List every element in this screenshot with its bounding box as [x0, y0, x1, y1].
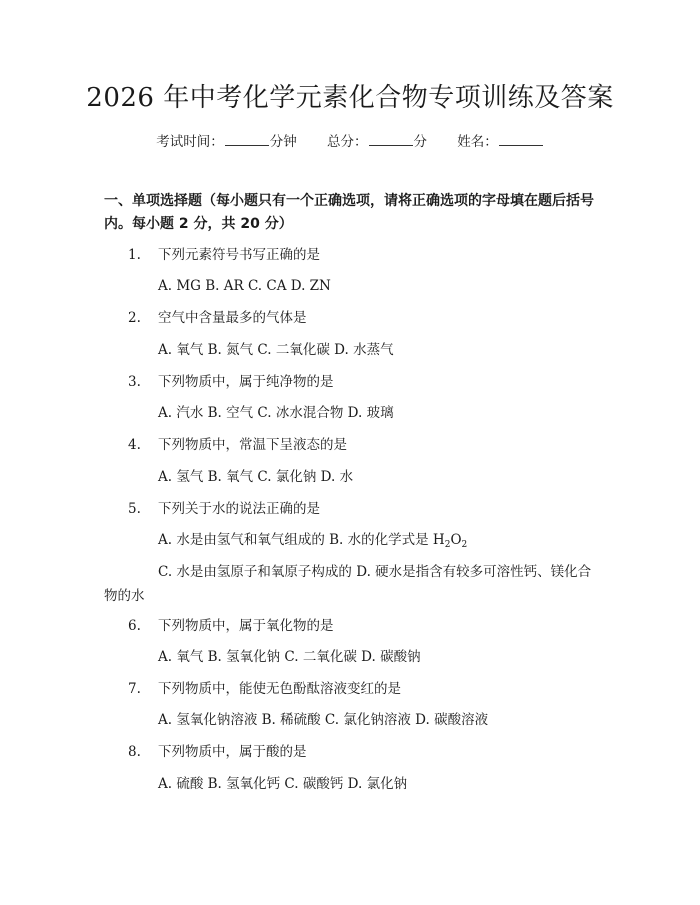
question-4: 4. 下列物质中，常温下呈液态的是 — [128, 437, 347, 453]
options-8: A. 硫酸 B. 氢氧化钙 C. 碳酸钙 D. 氯化钠 — [158, 776, 408, 792]
options-1: A. MG B. AR C. CA D. ZN — [158, 278, 331, 294]
options-2: A. 氧气 B. 氮气 C. 二氧化碳 D. 水蒸气 — [158, 342, 394, 358]
exam-score: 总分： 分 — [327, 134, 427, 150]
exam-name: 姓名： — [457, 134, 544, 150]
question-8: 8. 下列物质中，属于酸的是 — [128, 744, 307, 760]
question-7: 7. 下列物质中，能使无色酚酞溶液变红的是 — [128, 681, 401, 697]
exam-meta — [0, 131, 700, 152]
options-5-cd: C. 水是由氢原子和氧原子构成的 D. 硬水是指含有较多可溶性钙、镁化合物的水 — [104, 564, 592, 604]
name-blank — [499, 131, 543, 146]
question-3: 3. 下列物质中，属于纯净物的是 — [128, 374, 334, 390]
options-5-ab: A. 水是由氢气和氧气组成的 B. 水的化学式是 $H_2O_2$ — [158, 532, 468, 550]
section-heading: 一、单项选择题（每小题只有一个正确选项，请将正确选项的字母填在题后括号内。每小题 2 分，共 20 分） — [104, 193, 594, 232]
options-3: A. 汽水 B. 空气 C. 冰水混合物 D. 玻璃 — [158, 405, 394, 421]
options-7: A. 氢氧化钠溶液 B. 稀硫酸 C. 氯化钠溶液 D. 碳酸溶液 — [158, 712, 489, 728]
options-6: A. 氧气 B. 氢氧化钠 C. 二氧化碳 D. 碳酸钠 — [158, 649, 421, 665]
question-1: 1. 下列元素符号书写正确的是 — [128, 247, 320, 263]
question-5: 5. 下列关于水的说法正确的是 — [128, 501, 320, 517]
question-2: 2. 空气中含量最多的气体是 — [128, 310, 307, 326]
options-4: A. 氢气 B. 氧气 C. 氯化钠 D. 水 — [158, 469, 354, 485]
question-6: 6. 下列物质中，属于氧化物的是 — [128, 618, 334, 634]
page-title: 2026 年中考化学元素化合物专项训练及答案 — [86, 83, 614, 113]
score-blank — [369, 131, 413, 146]
exam-time: 考试时间： 分钟 — [156, 134, 297, 150]
time-blank — [225, 131, 269, 146]
